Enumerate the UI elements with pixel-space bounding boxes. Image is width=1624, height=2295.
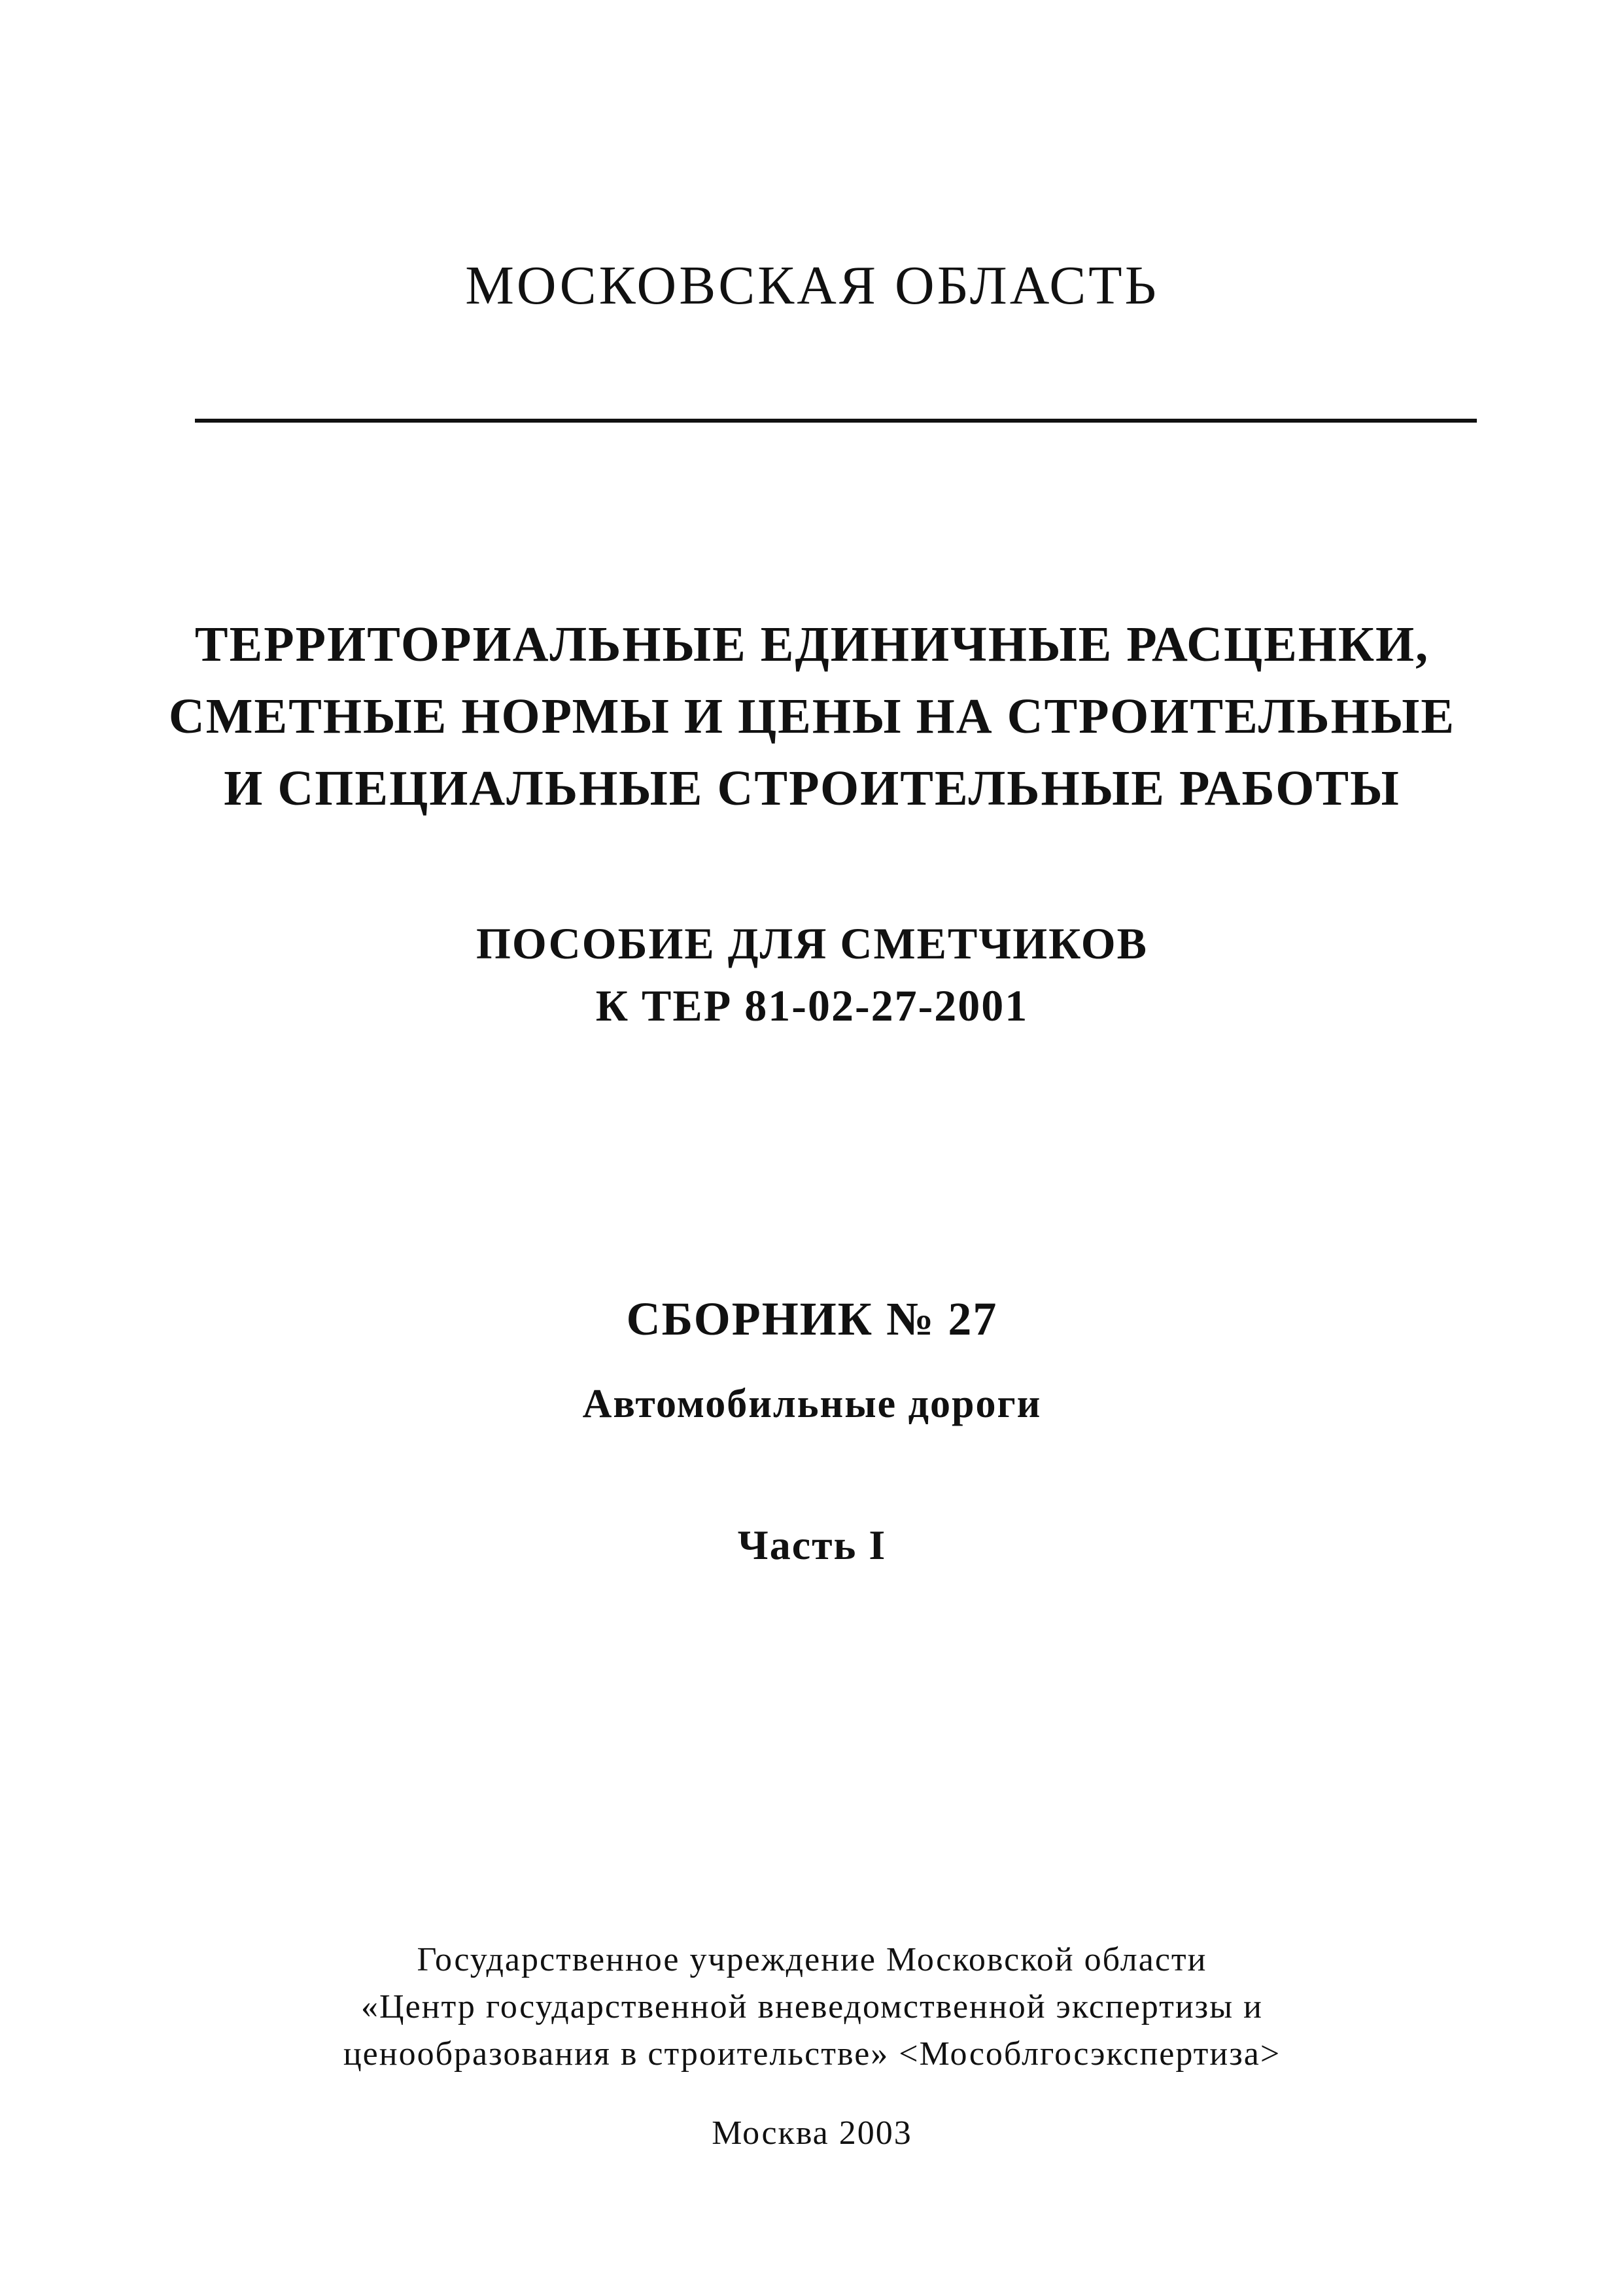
- subtitle-line-2: К ТЕР 81-02-27-2001: [595, 981, 1029, 1030]
- publisher-line-1: Государственное учреждение Московской области: [417, 1941, 1207, 1978]
- region-heading: МОСКОВСКАЯ ОБЛАСТЬ: [465, 255, 1159, 316]
- title-line-2: СМЕТНЫЕ НОРМЫ И ЦЕНЫ НА СТРОИТЕЛЬНЫЕ: [168, 689, 1456, 744]
- document-subtitle: [0, 913, 1624, 1037]
- collection-part: Часть I: [737, 1522, 887, 1568]
- subtitle-line-1: ПОСОБИЕ ДЛЯ СМЕТЧИКОВ: [475, 919, 1149, 968]
- collection-number: СБОРНИК № 27: [626, 1293, 998, 1345]
- title-line-1: ТЕРРИТОРИАЛЬНЫЕ ЕДИНИЧНЫЕ РАСЦЕНКИ,: [194, 617, 1430, 672]
- title-line-3: И СПЕЦИАЛЬНЫЕ СТРОИТЕЛЬНЫЕ РАБОТЫ: [224, 761, 1400, 816]
- document-title: [0, 608, 1624, 824]
- place-year: Москва 2003: [712, 2114, 912, 2152]
- publisher-line-3: ценообразования в строительстве» <Мособлгосэкспертиза>: [343, 2035, 1281, 2073]
- collection-section: Автомобильные дороги: [582, 1382, 1042, 1426]
- horizontal-rule: [195, 419, 1477, 423]
- publisher-line-2: «Центр государственной вневедомственной экспертизы и: [361, 1988, 1263, 2025]
- publisher-block: [0, 1936, 1624, 2078]
